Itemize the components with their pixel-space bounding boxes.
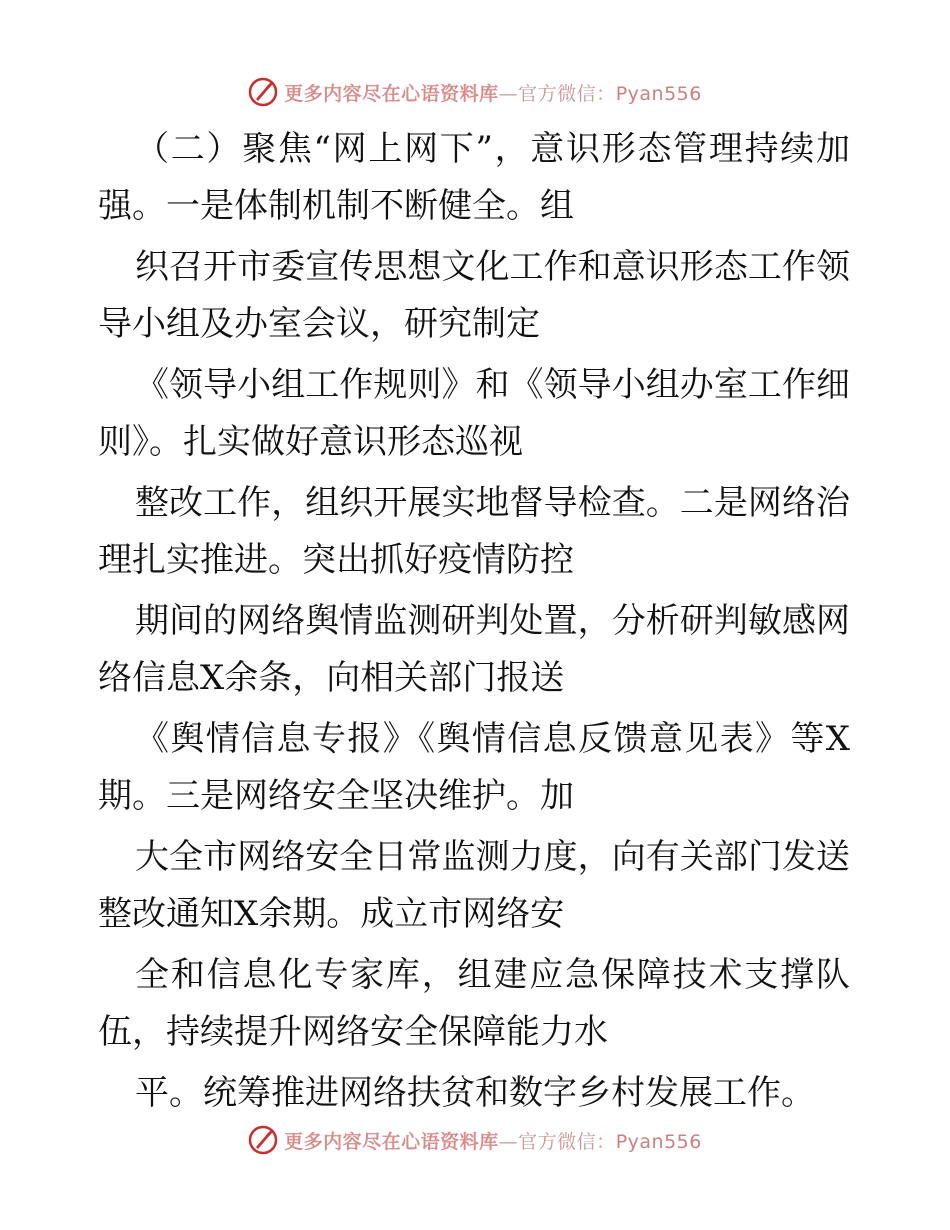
text-line: 期。三是网络安全坚决维护。加 [98,776,574,816]
text-line: （二）聚焦“网上网下”，意识形态管理持续加 [135,129,850,169]
text-line: 理扎实推进。突出抓好疫情防控 [98,540,574,580]
text-line: 期间的网络舆情监测研判处置，分析研判敏感网 [135,601,850,641]
watermark-handle: Pyan556 [615,82,702,105]
text-line: 《舆情信息专报》《舆情信息反馈意见表》等X [135,719,850,759]
header-watermark [0,72,950,112]
watermark-separator: — [498,1130,519,1153]
text-line: 大全市网络安全日常监测力度，向有关部门发送 [135,837,850,877]
text-line: 络信息X余条，向相关部门报送 [98,658,565,698]
text-line: 织召开市委宣传思想文化工作和意识形态工作领 [135,247,850,287]
text-line: 整改通知X余期。成立市网络安 [98,894,565,934]
quill-logo-icon [248,1125,278,1155]
quill-logo-icon [248,77,278,107]
watermark-handle: Pyan556 [615,1130,702,1153]
watermark-text [284,1127,702,1154]
text-line: 整改工作，组织开展实地督导检查。二是网络治 [135,483,850,523]
text-line: 则》。扎实做好意识形态巡视 [98,422,523,462]
watermark-label: 官方微信： [518,1130,616,1153]
text-line: 伍，持续提升网络安全保障能力水 [98,1012,608,1052]
text-line: 导小组及办室会议，研究制定 [98,304,540,344]
watermark-brand: 更多内容尽在心语资料库 [284,82,499,105]
footer-watermark [0,1120,950,1160]
text-line: 平。统筹推进网络扶贫和数字乡村发展工作。 [135,1073,815,1113]
watermark-brand: 更多内容尽在心语资料库 [284,1130,499,1153]
text-line: 《领导小组工作规则》和《领导小组办室工作细 [135,365,850,405]
watermark-separator: — [498,82,519,105]
watermark-text [284,79,702,106]
text-line: 全和信息化专家库，组建应急保障技术支撑队 [135,955,850,995]
watermark-label: 官方微信： [518,82,616,105]
text-line: 强。一是体制机制不断健全。组 [98,186,574,226]
